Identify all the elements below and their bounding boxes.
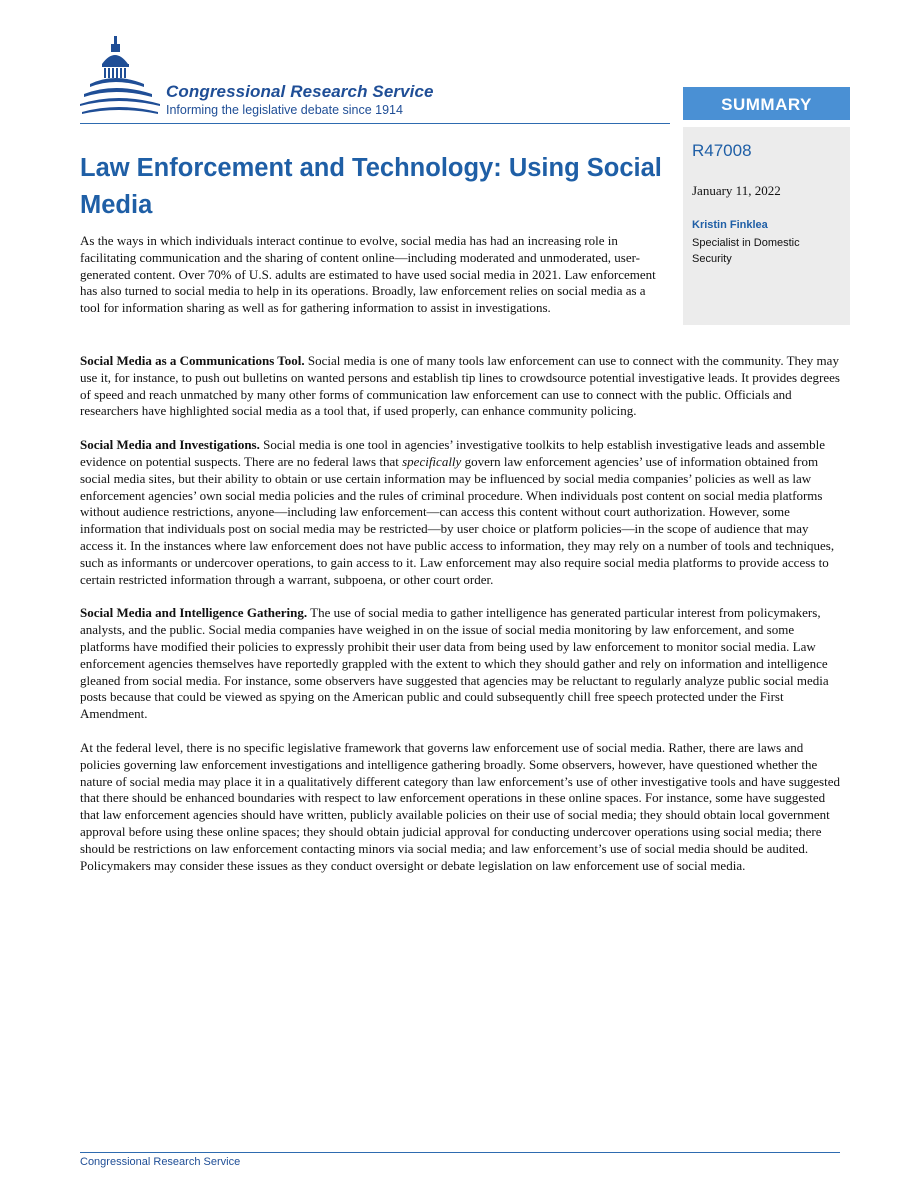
summary-heading: SUMMARY: [683, 87, 850, 120]
section-heading: Social Media as a Communications Tool.: [80, 353, 305, 368]
header-divider: [80, 123, 670, 124]
report-number: R47008: [692, 141, 752, 160]
section-communications: [80, 353, 842, 420]
report-date: January 11, 2022: [692, 183, 781, 198]
author-name: Kristin Finklea: [692, 219, 768, 231]
capitol-dome-icon: [80, 34, 162, 122]
document-title: Law Enforcement and Technology: Using Social Media: [80, 154, 662, 219]
summary-box: [683, 127, 850, 325]
section-text: govern law enforcement agencies’ use of information obtained from social media sites, but their ability to obtain or use certain information may be influenced by social media companies’ policies as well as law enforcement agencies’ own social media policies and the rules of criminal procedure. When individuals post content on social media platforms without audience restrictions, anyone—including law enforcement—can access this content without court authorization. However, some information that individuals post on social media may be restricted—by user choice or platform policies—in the scope of audience that may access it. In the instances where law enforcement does not have public access to information, they may rely on a number of tools and techniques, such as informants or undercover operations, to gain access to it. Law enforcement may also require social media platforms to provide access to certain restricted information through a warrant, subpoena, or other court order.: [80, 453, 835, 587]
section-intelligence: [80, 605, 842, 723]
org-tagline: Informing the legislative debate since 1914: [166, 103, 403, 117]
section-heading: Social Media and Investigations.: [80, 437, 260, 453]
section-heading: Social Media and Intelligence Gathering.: [80, 605, 308, 621]
footer-text: Congressional Research Service: [80, 1156, 241, 1168]
crs-logo: [80, 34, 480, 122]
org-name: Congressional Research Service: [166, 82, 434, 101]
section-text: Social media is one tool in agencies’ investigative toolkits to help establish investigative leads and assemble evidence on potential suspects. There are no federal laws that: [80, 437, 825, 469]
footer-divider: [80, 1152, 840, 1153]
section-text: Social media is one of many tools law enforcement can use to connect with the community. They may use it, for instance, to push out bulletins on wanted persons and establish tip lines to crowdsource potential investigative leads. It provides degrees of speed and reach unmatched by many other forms of communication law enforcement can use to connect with the public. Officials and researchers have highlighted social media as a tool that, if used properly, can enhance community policing.: [80, 353, 840, 419]
author-title: Specialist in Domestic Security: [692, 237, 800, 265]
section-federal-level: [80, 740, 842, 874]
section-investigations: [80, 437, 842, 588]
intro-paragraph: As the ways in which individuals interact continue to evolve, social media has had an increasing role in facilitating communication and the sharing of content online—including moderated and unmoderated, user-generated content. Over 70% of U.S. adults are estimated to have used social media in 2021. Law enforcement has also turned to social media to help in its operations. Broadly, law enforcement relies on social media as a tool for information sharing as well as for gathering information to assist in investigations.: [80, 233, 656, 316]
section-text: At the federal level, there is no specific legislative framework that governs law enforcement use of social media. Rather, there are laws and policies governing law enforcement investigations and intelligence gathering broadly. Some observers, however, have questioned whether the nature of social media may place it in a qualitatively different category than law enforcement’s use of other investigative tools and have suggested that there should be enhanced boundaries with respect to law enforcement operations in these online spaces. For instance, some have suggested that law enforcement agencies should have written, publicly available policies on their use of social media; they should obtain local government approval before using these online spaces; they should obtain judicial approval for conducting undercover operations using social media; there should be restrictions on law enforcement contacting minors via social media; and law enforcement’s use of social media should be audited. Policymakers may consider these issues as they conduct oversight or debate legislation on law enforcement use of social media.: [80, 739, 840, 873]
body-text: [80, 353, 842, 891]
section-text: The use of social media to gather intelligence has generated particular interest from policymakers, analysts, and the public. Social media companies have weighed in on the issue of social media monitoring by law enforcement, and some platforms have modified their policies to expressly prohibit their user data from being used by law enforcement to monitor social media. Law enforcement agencies themselves have reportedly grappled with the extent to which they should gather and rely on information and intelligence gleaned from social media. For instance, some observers have suggested that agencies may be reluctant to regularly analyze public social media posts because that could be viewed as spying on the American public and could subsequently chill free speech protected under the First Amendment.: [80, 605, 829, 722]
emphasis-text: specifically: [402, 453, 462, 469]
